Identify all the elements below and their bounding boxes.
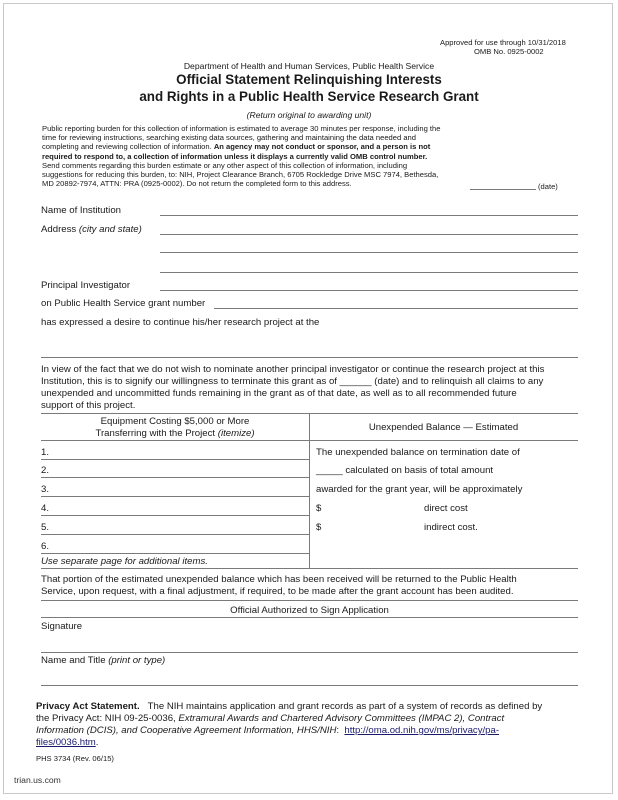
watermark: trian.us.com [14, 775, 61, 785]
omb-number: OMB No. 0925-0002 [474, 47, 544, 56]
equipment-line-2[interactable] [41, 477, 309, 478]
equipment-line-1[interactable] [41, 459, 309, 460]
indirect-dollar-sign: $ [316, 522, 322, 533]
grant-number-input-line[interactable] [214, 308, 578, 309]
balance-line-3: awarded for the grant year, will be approximately [316, 484, 523, 495]
signature-label: Signature [41, 621, 83, 632]
relinquish-statement: In view of the fact that we do not wish to nominate another principal investigator or continue the research project at this Institution, this is to signify our willingness to terminate this grant as of ______ (date) and to relinquish all claims to any unexpended and uncommitted funds remaining in the grant as of that date, as well as to all recommended future support of this project. [41, 364, 545, 411]
pi-label: Principal Investigator [41, 280, 131, 291]
indirect-cost-label: indirect cost. [424, 522, 478, 533]
equipment-item-2: 2. [41, 465, 50, 476]
form-title-line1: Official Statement Relinquishing Interests [176, 72, 442, 87]
institution-input-line[interactable] [160, 215, 578, 216]
grant-number-label: on Public Health Service grant number [41, 298, 206, 309]
portion-statement: That portion of the estimated unexpended balance which has been received will be returned to the Public Health Service, upon request, with a final adjustment, if required, to be made after the grant account has been audited. [41, 574, 517, 597]
equipment-item-3: 3. [41, 484, 50, 495]
equipment-line-6[interactable] [41, 553, 309, 554]
privacy-link-part2[interactable]: files/0036.htm [36, 737, 96, 748]
table-bottom-border [41, 568, 578, 569]
equipment-line-4[interactable] [41, 515, 309, 516]
burden-statement: Public reporting burden for this collection of information is estimated to average 30 minutes per response, including the time for reviewing instructions, searching existing data sources, gathering and maintaining the data needed and completing and reviewing collection of information. An agency may not conduct or sponsor, and a person is not required to respond to, a collection of information unless it displays a currently valid OMB control number. Send comments regarding this burden estimate or any other aspect of this collection of information, including suggestions for reducing this burden, to: NIH, Project Clearance Branch, 6705 Rockledge Drive MSC 7974, Bethesda, MD 20892-7974, ATTN: PRA (0925-0002). Do not return the completed form to this address. [42, 124, 441, 189]
address-input-line-2[interactable] [160, 252, 578, 253]
address-input-line-3[interactable] [160, 272, 578, 273]
equipment-header: Equipment Costing $5,000 or More Transferring with the Project (itemize) [95, 416, 255, 439]
form-number: PHS 3734 (Rev. 06/15) [36, 754, 114, 763]
equipment-line-3[interactable] [41, 496, 309, 497]
address-label: Address (city and state) [41, 224, 142, 235]
signature-line[interactable] [41, 652, 578, 653]
direct-cost-label: direct cost [424, 503, 468, 514]
privacy-link-part1[interactable]: http://oma.od.nih.gov/ms/privacy/pa- [344, 725, 500, 736]
address-input-line-1[interactable] [160, 234, 578, 235]
balance-line-2: _____ calculated on basis of total amount [316, 465, 494, 476]
institution-label: Name of Institution [41, 205, 121, 216]
table-header-border [41, 440, 578, 441]
equipment-item-4: 4. [41, 503, 50, 514]
date-label: (date) [538, 182, 558, 191]
equipment-item-1: 1. [41, 447, 50, 458]
desire-label: has expressed a desire to continue his/her research project at the [41, 317, 320, 328]
form-subtitle: (Return original to awarding unit) [246, 110, 372, 120]
equipment-item-5: 5. [41, 522, 50, 533]
date-line[interactable] [470, 189, 536, 190]
equipment-item-6: 6. [41, 541, 50, 552]
official-header-border [41, 617, 578, 618]
approval-expiry: Approved for use through 10/31/2018 [440, 38, 566, 47]
direct-dollar-sign: $ [316, 503, 322, 514]
balance-line-1: The unexpended balance on termination date of [316, 447, 520, 458]
table-divider [309, 413, 310, 568]
agency-name: Department of Health and Human Services, Public Health Service [183, 61, 435, 71]
balance-header: Unexpended Balance — Estimated [368, 422, 519, 433]
project-location-line[interactable] [41, 357, 578, 358]
pi-input-line[interactable] [160, 290, 578, 291]
official-header: Official Authorized to Sign Application [230, 605, 389, 616]
privacy-statement: Privacy Act Statement. The NIH maintains application and grant records as part of a system of records as defined by the Privacy Act: NIH 09-25-0036, Extramural Awards and Chartered Advisory Committees (IMPAC 2), Contract Information (DCIS), and Cooperative Agreement Information, HHS/NIH: http://oma.od.nih.gov/ms/privacy/pa- files/0036.htm. [36, 701, 543, 748]
name-title-label: Name and Title (print or type) [41, 655, 166, 666]
portion-border [41, 600, 578, 601]
form-title-line2: and Rights in a Public Health Service Research Grant [139, 89, 479, 104]
equipment-line-5[interactable] [41, 534, 309, 535]
equipment-note: Use separate page for additional items. [41, 556, 208, 567]
name-title-line[interactable] [41, 685, 578, 686]
